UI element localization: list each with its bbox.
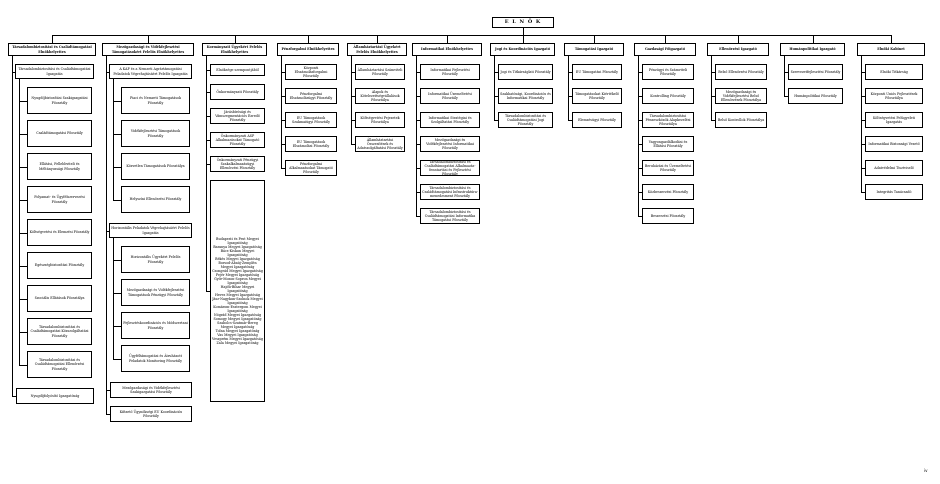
- sub-unit-0-0-3: Folyamat- és Ügyfélszervezési Főosztály: [27, 186, 92, 213]
- unit-box-9-2: Belső Kontrollok Főosztálya: [715, 112, 767, 128]
- column-head-3: Pénzforgalmi Elnökhelyettes: [277, 43, 339, 56]
- unit-box-5-1: Informatikai Üzemeltetési Főosztály: [420, 88, 480, 104]
- unit-box-1-0: A KAP és a Nemzeti Agrártámogatási Feladatok Végrehajtásáért Felelős Igazgatás: [109, 64, 192, 79]
- connector-line: [416, 56, 417, 216]
- unit-box-5-4: Társadalombiztosítási és Családtámogatási Alkalmazás-fenntartási és Fejlesztési Főosztály: [420, 160, 480, 176]
- unit-box-8-2: Társadalombiztosítási Pénzeszközök Alapkezelési Főosztálya: [642, 112, 694, 128]
- unit-box-5-0: Informatikai Fejlesztési Főosztály: [420, 64, 480, 80]
- connector-line: [19, 365, 27, 366]
- sub-unit-1-1-3: Ügyféltámogatási és Átruházott Feladatok Monitoring Főosztály: [121, 345, 190, 372]
- connector-line: [861, 192, 865, 193]
- connector-line: [711, 120, 715, 121]
- connector-line: [113, 260, 121, 261]
- connector-line: [113, 101, 121, 102]
- column-head-6: Jogi és Koordinációs Igazgató: [490, 43, 555, 56]
- unit-box-5-2: Informatikai Stratégiai és Szolgáltatási Főosztály: [420, 112, 480, 128]
- president-box: [492, 17, 554, 28]
- sub-unit-0-0-4: Költségvetési és Elemzési Főosztály: [27, 219, 92, 246]
- sub-unit-0-0-7: Társadalombiztosítási és Családtámogatási Közszolgáltatási Főosztály: [27, 318, 92, 345]
- connector-line: [665, 35, 666, 43]
- unit-box-3-0: Központi Elszámolásforgalmi Főosztály: [285, 64, 337, 80]
- sub-unit-1-1-0: Horizontális Ügyekért Felelős Főosztály: [121, 246, 190, 273]
- unit-box-1-3: Kifizető Ügynökségi EU Koordinációs Főosztály: [110, 406, 192, 422]
- connector-line: [19, 134, 27, 135]
- unit-box-4-2: Költségvetési Fejezetek Főosztálya: [355, 112, 405, 128]
- unit-box-8-4: Beruházási és Üzemeltetési Főosztály: [642, 160, 694, 176]
- connector-line: [12, 56, 13, 396]
- unit-box-3-3: EU Támogatások Elszámolási Főosztály: [285, 136, 337, 152]
- unit-box-11-5: Integritás Tanácsadó: [865, 184, 923, 200]
- connector-line: [19, 266, 27, 267]
- sub-unit-0-0-8: Társadalombiztosítási és Családtámogatási Ellenőrzési Főosztály: [27, 351, 92, 378]
- connector-line: [12, 396, 16, 397]
- connector-line: [52, 35, 891, 36]
- connector-line: [568, 56, 569, 120]
- connector-line: [113, 79, 114, 200]
- connector-line: [19, 233, 27, 234]
- unit-box-2-5: Budapesti és Pest Megyei Igazgatóság Baranya Megyei Igazgatóság Bács-Kiskun Megyei Igazgatóság Békés Megyei Igazgatóság Borsod-Abaúj-Zemplén Megyei Igazgatóság Csongrád Megyei Igazgatóság Fejér Megyei Igazgatóság Győr-Moson-Sopron Megyei Igazgatóság Hajdú-Bihar Megyei Igazgatóság Heves Megyei Igazgatóság Jász-Nagykun-Szolnok Megyei Igazgatóság Komárom-Esztergom Megyei Igazgatóság Nógrád Megyei Igazgatóság Somogy Megyei Igazgatóság Szabolcs-Szatmár-Bereg Megyei Igazgatóság Tolna Megyei Igazgatóság Vas Megyei Igazgatóság Veszprém Megyei Igazgatóság Zala Megyei Igazgatóság: [210, 180, 265, 402]
- unit-box-1-2: Mezőgazdasági és Vidékfejlesztési Szakigazgatási Főosztály: [110, 382, 192, 398]
- unit-box-2-3: Önkormányzati ASP Alkalmazásokat Támogató Főosztály: [210, 132, 265, 148]
- sub-unit-1-0-0: Piaci és Nemzeti Támogatások Főosztály: [121, 87, 190, 114]
- connector-line: [148, 35, 149, 43]
- connector-line: [113, 167, 121, 168]
- connector-line: [106, 56, 107, 414]
- unit-box-4-1: Alapok és Kötelezettségvállalások Főosztálya: [355, 88, 405, 104]
- sub-unit-1-1-1: Mezőgazdasági és Vidékfejlesztési Támogatások Pénzügyi Főosztály: [121, 279, 190, 306]
- connector-line: [523, 28, 524, 35]
- unit-box-4-0: Államháztartási Számviteli Főosztály: [355, 64, 405, 80]
- connector-line: [638, 216, 642, 217]
- connector-line: [416, 216, 420, 217]
- connector-line: [113, 238, 114, 359]
- unit-box-10-0: Szervezetfejlesztési Főosztály: [788, 64, 843, 80]
- connector-line: [113, 293, 121, 294]
- unit-box-1-1: Horizontális Feladatok Végrehajtásáért Felelős Igazgatás: [109, 223, 192, 238]
- sub-unit-0-0-1: Családtámogatási Főosztály: [27, 120, 92, 147]
- unit-box-5-3: Mezőgazdasági és Vidékfejlesztési Informatikai Főosztály: [420, 136, 480, 152]
- sub-unit-1-0-3: Helyszíni Ellenőrzési Főosztály: [121, 186, 190, 213]
- connector-line: [568, 120, 572, 121]
- unit-box-7-2: Elemzésügyi Főosztály: [572, 112, 622, 128]
- column-head-0: Társadalombiztosítási és Családtámogatási Elnökhelyettes: [8, 43, 96, 56]
- connector-line: [113, 326, 121, 327]
- unit-box-11-1: Központi Uniós Fejlesztések Főosztálya: [865, 88, 923, 104]
- column-head-8: Gazdasági Főigazgató: [634, 43, 696, 56]
- unit-box-10-1: Humánpolitikai Főosztály: [788, 88, 843, 104]
- connector-line: [861, 56, 862, 192]
- unit-box-2-1: Önkormányzati Főosztály: [210, 84, 265, 100]
- connector-line: [813, 35, 814, 43]
- unit-box-9-0: Belső Ellenőrzési Főosztály: [715, 64, 767, 80]
- sub-unit-1-0-2: Közvetlen Támogatások Főosztálya: [121, 153, 190, 180]
- connector-line: [235, 35, 236, 43]
- unit-box-3-2: EU Támogatások Szakmaiügyi Főosztály: [285, 112, 337, 128]
- sub-unit-0-0-5: Egészségbiztosítási Főosztály: [27, 252, 92, 279]
- connector-line: [113, 359, 121, 360]
- connector-line: [19, 101, 27, 102]
- unit-box-6-2: Társadalombiztosítási és Családtámogatási Jogi Főosztály: [498, 112, 553, 128]
- column-head-9: Ellenőrzési Igazgató: [707, 43, 769, 56]
- connector-line: [19, 299, 27, 300]
- connector-line: [377, 35, 378, 43]
- sub-unit-1-1-2: Fejlesztéskoordinációs és Módszertani Főosztály: [121, 312, 190, 339]
- column-head-10: Humánpolitikai Igazgató: [780, 43, 845, 56]
- unit-box-7-1: Támogatásokat Kiértékelő Főosztály: [572, 88, 622, 104]
- unit-box-4-3: Államháztartási Összesítések és Adatszolgáltatási Főosztály: [355, 136, 405, 152]
- connector-line: [711, 56, 712, 120]
- unit-box-9-1: Mezőgazdasági és Vidékfejlesztési Belső Ellenőrzések Főosztálya: [715, 88, 767, 104]
- connector-line: [891, 35, 892, 43]
- connector-line: [308, 35, 309, 43]
- column-head-11: Elnöki Kabinet: [857, 43, 925, 56]
- connector-line: [113, 134, 121, 135]
- unit-box-3-1: Pénzforgalmi Elszámolásügyi Főosztály: [285, 88, 337, 104]
- connector-line: [784, 96, 788, 97]
- connector-line: [206, 291, 210, 292]
- unit-box-11-3: Informatikai Biztonsági Vezető: [865, 136, 923, 152]
- sub-unit-0-0-6: Szociális Ellátások Főosztálya: [27, 285, 92, 312]
- column-head-2: Kormányzati Ügyekért Felelős Elnökhelyettes: [202, 43, 267, 56]
- unit-box-5-6: Társadalombiztosítási és Családtámogatási Informatika Támogatási Főosztály: [420, 208, 480, 224]
- connector-line: [494, 120, 498, 121]
- column-head-1: Mezőgazdasági és Vidékfejlesztési Támogatásokért Felelős Elnökhelyettes: [102, 43, 194, 56]
- unit-box-5-5: Társadalombiztosítási és Családtámogatási Infrastruktúra-menedzsment Főosztály: [420, 184, 480, 200]
- connector-line: [206, 56, 207, 291]
- connector-line: [351, 144, 355, 145]
- sub-unit-0-0-2: Ellátási, Fellebbviteli és Méltányossági Főosztály: [27, 153, 92, 180]
- unit-box-7-0: EU Támogatási Főosztály: [572, 64, 622, 80]
- connector-line: [447, 35, 448, 43]
- unit-box-11-2: Költségvetési Felügyeleti Igazgatás: [865, 112, 923, 128]
- connector-line: [281, 56, 282, 168]
- connector-line: [52, 35, 53, 43]
- connector-line: [351, 56, 352, 144]
- connector-line: [106, 414, 110, 415]
- column-head-7: Támogatási Igazgató: [564, 43, 624, 56]
- column-head-4: Államháztartási Ügyekért Felelős Elnökhelyettes: [347, 43, 407, 56]
- unit-box-3-4: Pénzforgalmi Alkalmazásokat Támogató Főosztály: [285, 160, 337, 176]
- unit-box-2-4: Önkormányzati Pénzügyi Szakalkalmazásügyi Ellenőrzési Főosztály: [210, 156, 265, 172]
- unit-box-0-0: Társadalombiztosítási és Családtámogatási Igazgatás: [15, 64, 94, 79]
- connector-line: [19, 200, 27, 201]
- unit-box-11-0: Elnöki Titkárság: [865, 64, 923, 80]
- unit-box-8-1: Kontrolling Főosztály: [642, 88, 694, 104]
- connector-line: [19, 167, 27, 168]
- unit-box-2-2: Járásbírósági és Vámszegmentációs Ezredő Főosztály: [210, 108, 265, 124]
- connector-line: [523, 35, 524, 43]
- connector-line: [638, 56, 639, 216]
- connector-line: [281, 168, 285, 169]
- sub-unit-0-0-0: Nyugdíjbiztosítási Szakigazgatási Főosztály: [27, 87, 92, 114]
- column-head-5: Informatikai Elnökhelyettes: [412, 43, 482, 56]
- unit-box-0-1: Nyugdíjfolyósító Igazgatóság: [16, 388, 94, 404]
- page-number: iv: [924, 468, 928, 473]
- connector-line: [784, 56, 785, 96]
- unit-box-8-5: Közbeszerzési Főosztály: [642, 184, 694, 200]
- connector-line: [738, 35, 739, 43]
- unit-box-8-6: Beszerzési Főosztály: [642, 208, 694, 224]
- connector-line: [19, 79, 20, 365]
- connector-line: [494, 56, 495, 120]
- connector-line: [19, 332, 27, 333]
- unit-box-8-3: Vagyongazdálkodási és Ellátási Főosztály: [642, 136, 694, 152]
- unit-box-6-1: Szakhatósági, Koordinációs és Informatikai Főosztály: [498, 88, 553, 104]
- connector-line: [113, 200, 121, 201]
- unit-box-11-4: Adatvédelmi Tisztviselő: [865, 160, 923, 176]
- connector-line: [594, 35, 595, 43]
- sub-unit-1-0-1: Vidékfejlesztési Támogatások Főosztály: [121, 120, 190, 147]
- unit-box-8-0: Pénzügyi és Számviteli Főosztály: [642, 64, 694, 80]
- president-label: E L N Ö K: [504, 19, 542, 26]
- unit-box-2-0: Elnöksége szempontjából: [210, 64, 265, 76]
- unit-box-6-0: Jogi és Titkárságlati Főosztály: [498, 64, 553, 80]
